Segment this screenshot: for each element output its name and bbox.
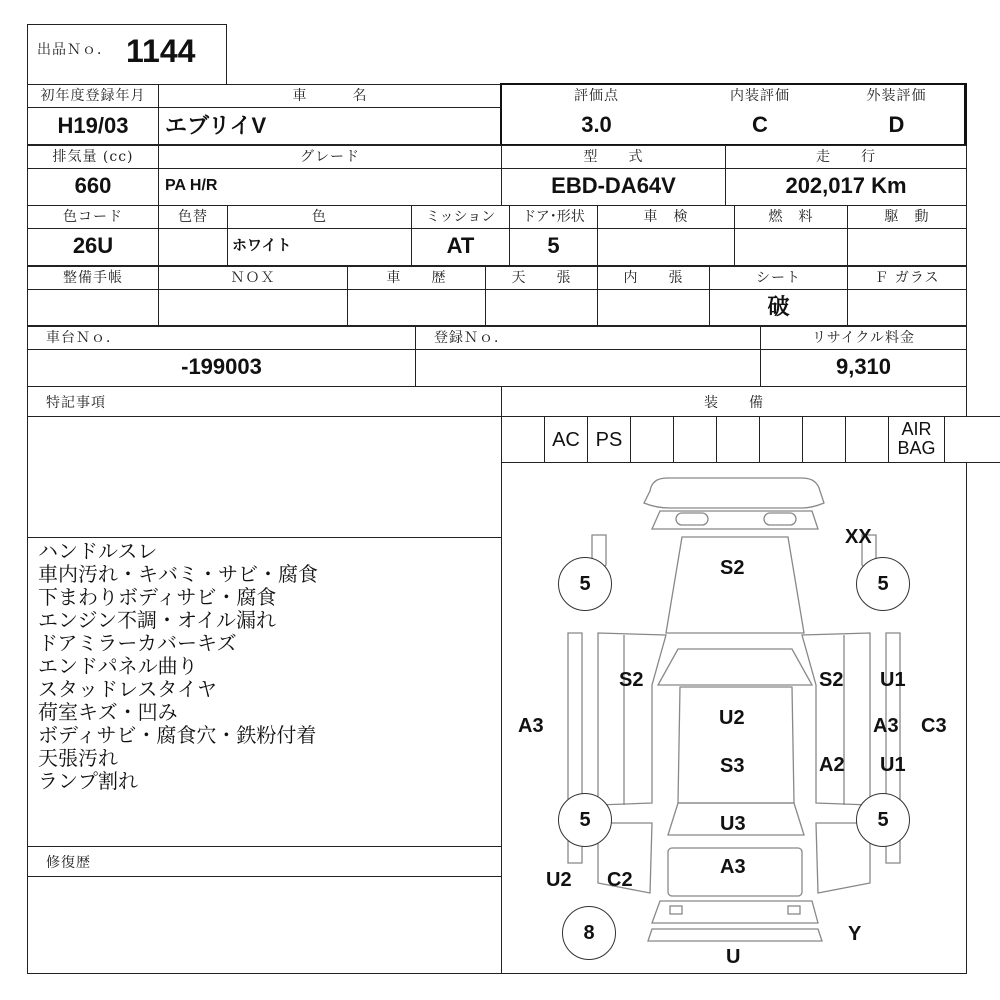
color-code-value-cell: [27, 228, 159, 266]
mission-label-cell: [411, 205, 510, 229]
roof-label: 天 張: [511, 270, 572, 286]
tire-tread-circle: 5: [856, 557, 910, 611]
mileage-label: 走 行: [816, 149, 876, 165]
repair-header-cell: [27, 846, 502, 877]
reg-label: 初年度登録年月: [40, 88, 146, 104]
equipment-item: [501, 416, 545, 463]
reg-value: H19/03: [57, 113, 129, 138]
drive-label-cell: [847, 205, 967, 229]
rear-bumper-outline: [652, 901, 818, 923]
exterior-value: D: [888, 112, 905, 137]
hood-outline: [666, 537, 804, 633]
roof-label-cell: [485, 266, 598, 290]
damage-mark-roof-rear: S3: [720, 755, 745, 777]
door-label: ドア･形状: [522, 209, 585, 225]
equipment-item-label: AC: [552, 429, 580, 451]
equipment-item: [888, 416, 945, 463]
color-value-cell: [227, 228, 412, 266]
interior-lining-label: 内 張: [623, 270, 684, 286]
model-value-cell: [501, 168, 726, 206]
rear-lamp-left: [670, 906, 682, 914]
drive-value-cell: [847, 228, 967, 266]
front-bumper-outline: [644, 478, 824, 508]
equipment-item: [845, 416, 889, 463]
chassis-label-cell: [27, 326, 416, 350]
remarks-line: 車内汚れ・キバミ・サビ・腐食: [38, 562, 318, 586]
glass-value-cell: [847, 289, 967, 326]
interior-label: 内装評価: [730, 88, 790, 104]
equipment-item: [544, 416, 588, 463]
equipment-row: [501, 416, 967, 463]
color-code-label-cell: [27, 205, 159, 229]
right-door-front: [802, 633, 870, 805]
remarks-line: スタッドレスタイヤ: [38, 677, 217, 701]
front-emblem: [676, 513, 708, 525]
repaint-value-cell: [158, 228, 228, 266]
remarks-line: 天張汚れ: [38, 746, 118, 770]
interior-lining-label-cell: [597, 266, 710, 290]
nox-value-cell: [158, 289, 348, 326]
repair-label: 修復歴: [46, 855, 91, 871]
recycle-label: リサイクル料金: [811, 330, 916, 346]
recycle-label-cell: [760, 326, 967, 350]
damage-mark-left-rear-u2: U2: [546, 869, 572, 891]
door-value-cell: [509, 228, 598, 266]
front-emblem-right: [764, 513, 796, 525]
mileage-label-cell: [725, 145, 967, 169]
rear-bumper-lower: [648, 929, 822, 941]
damage-mark-bottom-right: Y: [848, 923, 862, 945]
lot-number: 1144: [126, 33, 196, 69]
registration-value-cell: [415, 349, 761, 387]
displacement-value: 660: [74, 173, 112, 198]
fuel-label: 燃 料: [768, 209, 814, 225]
nox-label: ＮＯＸ: [230, 270, 276, 286]
mileage-value-cell: [725, 168, 967, 206]
equipment-item-label: PS: [595, 429, 623, 451]
inspection-value-cell: [597, 228, 735, 266]
history-label: 車 歴: [386, 270, 447, 286]
remarks-line: ボディサビ・腐食穴・鉄粉付着: [38, 723, 317, 747]
interior-lining-value-cell: [597, 289, 710, 326]
tire-tread-circle: 8: [562, 906, 616, 960]
registration-label: 登録Ｎｏ．: [434, 330, 509, 346]
color-label: 色: [312, 209, 327, 225]
mission-value-cell: [411, 228, 510, 266]
displacement-label-cell: [27, 145, 159, 169]
damage-mark-left-fender: S2: [619, 669, 644, 691]
glass-label-cell: [847, 266, 967, 290]
remarks-line: エンジン不調・オイル漏れ: [38, 608, 276, 632]
history-value-cell: [347, 289, 486, 326]
roof-outline: [678, 687, 794, 803]
chassis-value: -199003: [181, 354, 262, 379]
tire-tread-circle: 5: [558, 557, 612, 611]
equipment-item: [944, 416, 1000, 463]
damage-mark-right-rear-u1: U1: [880, 754, 906, 776]
remarks-header-cell: [27, 386, 502, 417]
score-label: 評価点: [574, 88, 619, 104]
tire-tread-circle: 5: [856, 793, 910, 847]
repaint-label-cell: [158, 205, 228, 229]
score-value-cell: [502, 107, 692, 144]
remarks-empty-area: [27, 416, 502, 538]
remarks-list-area: [27, 537, 502, 847]
mission-value: AT: [446, 233, 475, 258]
equipment-item: [716, 416, 760, 463]
damage-mark-tailgate: A3: [720, 856, 746, 878]
seat-label: シート: [756, 270, 801, 286]
exterior-label-cell: [829, 85, 964, 108]
chassis-label: 車台Ｎｏ．: [46, 330, 121, 346]
name-label-cell: [158, 84, 502, 108]
name-label: 車 名: [292, 88, 368, 104]
door-label-cell: [509, 205, 598, 229]
score-value: 3.0: [581, 112, 612, 137]
interior-value: C: [752, 112, 768, 137]
remarks-line: 荷室キズ・凹み: [38, 700, 178, 724]
damage-mark-right-mid-c3: C3: [921, 715, 947, 737]
model-label-cell: [501, 145, 726, 169]
lot-label: 出品Ｎｏ．: [37, 42, 112, 58]
repaint-label: 色替: [178, 209, 208, 225]
seat-value-cell: [709, 289, 848, 326]
repair-area: [27, 876, 502, 974]
damage-mark-rear-bumper: U: [726, 946, 741, 968]
equipment-header-cell: [501, 386, 967, 417]
damage-mark-right-fender: S2: [819, 669, 844, 691]
color-label-cell: [227, 205, 412, 229]
color-code-value: 26U: [72, 233, 114, 258]
remarks-line: ドアミラーカバーキズ: [38, 631, 237, 655]
remarks-line: ハンドルスレ: [38, 539, 158, 563]
model-label: 型 式: [583, 149, 644, 165]
damage-mark-hood: S2: [720, 557, 745, 579]
grade-label: グレード: [300, 149, 360, 165]
door-value: 5: [547, 233, 560, 258]
reg-label-cell: [27, 84, 159, 108]
seat-label-cell: [709, 266, 848, 290]
maintenance-label-cell: [27, 266, 159, 290]
equipment-item: [587, 416, 631, 463]
damage-mark-left-rear-c2: C2: [607, 869, 633, 891]
equipment-item: [802, 416, 846, 463]
roof-value-cell: [485, 289, 598, 326]
equipment-item: [630, 416, 674, 463]
rear-lamp-right: [788, 906, 800, 914]
damage-mark-right-front-1: U1: [880, 669, 906, 691]
displacement-value-cell: [27, 168, 159, 206]
grade-value-cell: [158, 168, 502, 206]
recycle-value: 9,310: [835, 354, 892, 379]
damage-mark-rear-glass: U3: [720, 813, 746, 835]
equipment-item: [759, 416, 803, 463]
exterior-value-cell: [829, 107, 964, 144]
exterior-label: 外装評価: [866, 88, 927, 104]
seat-value: 破: [767, 294, 790, 319]
interior-label-cell: [691, 85, 830, 108]
inspection-label-cell: [597, 205, 735, 229]
drive-label: 駆 動: [884, 209, 930, 225]
name-value: エブリイV: [165, 113, 267, 138]
color-value: ホワイト: [232, 237, 292, 254]
remarks-label: 特記事項: [46, 395, 106, 411]
model-value: EBD-DA64V: [551, 173, 676, 198]
mission-label: ミッション: [425, 209, 496, 225]
equipment-label: 装 備: [704, 395, 764, 411]
glass-label: Ｆ ガラス: [874, 270, 940, 286]
remarks-line: エンドパネル曲り: [38, 654, 198, 678]
damage-mark-roof: U2: [719, 707, 745, 729]
nox-label-cell: [158, 266, 348, 290]
reg-value-cell: [27, 107, 159, 145]
chassis-value-cell: [27, 349, 416, 387]
recycle-value-cell: [760, 349, 967, 387]
damage-mark-right-rear-a2: A2: [819, 754, 845, 776]
displacement-label: 排気量 (cc): [52, 149, 134, 165]
maintenance-value-cell: [27, 289, 159, 326]
registration-label-cell: [415, 326, 761, 350]
lot-number-box: [27, 24, 227, 85]
windshield-outline: [658, 649, 812, 685]
mileage-value: 202,017 Km: [785, 173, 907, 198]
history-label-cell: [347, 266, 486, 290]
maintenance-label: 整備手帳: [63, 270, 123, 286]
remarks-line: ランプ割れ: [38, 769, 138, 793]
score-label-cell: [502, 85, 692, 108]
color-code-label: 色コード: [63, 209, 123, 225]
grade-label-cell: [158, 145, 502, 169]
name-value-cell: [158, 107, 502, 145]
damage-mark-right-mid-a3: A3: [873, 715, 899, 737]
inspection-label: 車 検: [643, 209, 689, 225]
tire-tread-circle: 5: [558, 793, 612, 847]
damage-mark-top-right: XX: [845, 526, 872, 548]
fuel-label-cell: [734, 205, 848, 229]
equipment-item: [673, 416, 717, 463]
damage-mark-left-side: A3: [518, 715, 544, 737]
remarks-list: [38, 540, 318, 793]
left-door-front: [598, 633, 666, 805]
interior-value-cell: [691, 107, 830, 144]
grade-value: PA H/R: [165, 177, 218, 194]
remarks-line: 下まわりボディサビ・腐食: [38, 585, 277, 609]
fuel-value-cell: [734, 228, 848, 266]
equipment-item-label: AIR BAG: [897, 419, 936, 458]
